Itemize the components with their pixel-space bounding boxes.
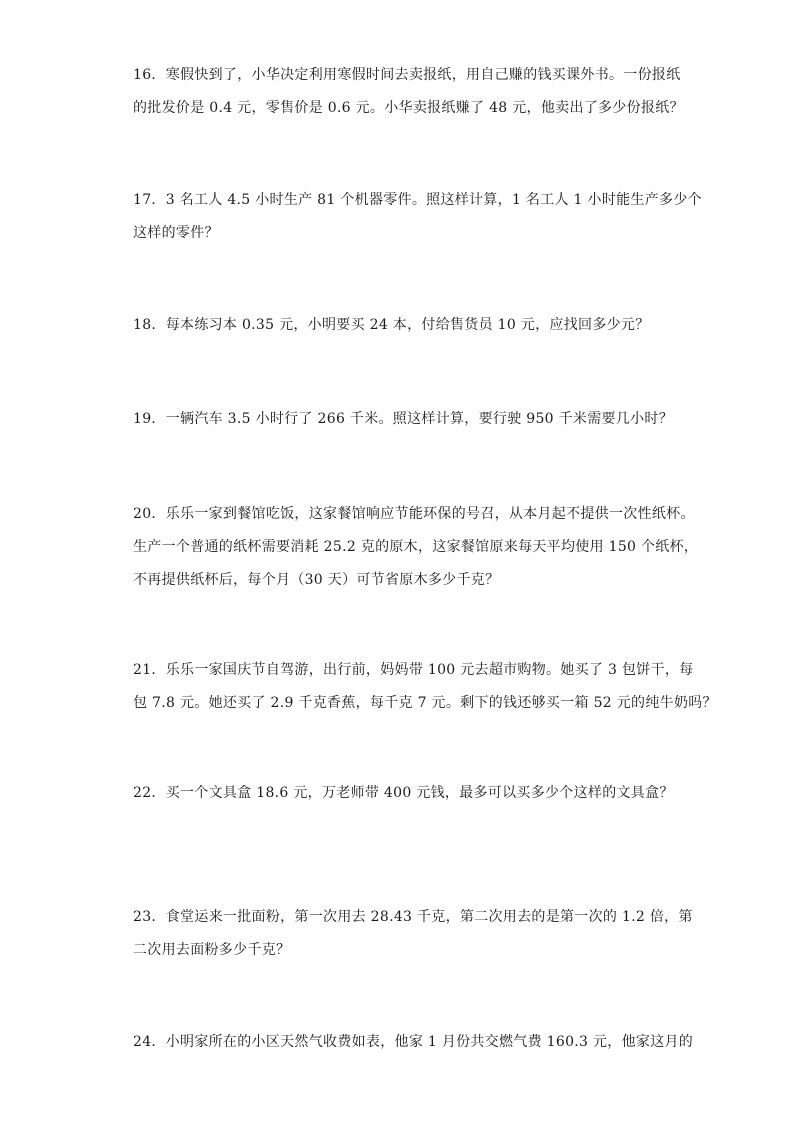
- problem-line: 19．一辆汽车 3.5 小时行了 266 千米。照这样计算，要行驶 950 千米需要几小时？: [133, 411, 674, 427]
- problem-line: 包 7.8 元。她还买了 2.9 千克香蕉，每千克 7 元。剩下的钱还够买一箱 52 元的纯牛奶吗？: [133, 695, 717, 711]
- problem-line: 生产一个普通的纸杯需要消耗 25.2 克的原木，这家餐馆原来每天平均使用 150 个纸杯，: [133, 539, 699, 555]
- problem-line: 21．乐乐一家国庆节自驾游，出行前，妈妈带 100 元去超市购物。她买了 3 包饼干，每: [133, 662, 694, 678]
- problem-line: 18．每本练习本 0.35 元，小明要买 24 本，付给售货员 10 元，应找回多少元？: [133, 317, 650, 333]
- problem-line: 二次用去面粉多少千克？: [133, 942, 291, 958]
- problem-line: 不再提供纸杯后，每个月（30 天）可节省原木多少千克？: [133, 572, 500, 588]
- problem-line: 20．乐乐一家到餐馆吃饭，这家餐馆响应节能环保的号召，从本月起不提供一次性纸杯。: [133, 506, 695, 522]
- problem-23: [133, 901, 693, 967]
- problem-18: [133, 309, 663, 342]
- problem-line: 22．买一个文具盒 18.6 元，万老师带 400 元钱，最多可以买多少个这样的文具盒？: [133, 785, 674, 801]
- problem-20: [133, 498, 699, 597]
- problem-19: [133, 403, 674, 436]
- problem-line: 的批发价是 0.4 元，零售价是 0.6 元。小华卖报纸赚了 48 元，他卖出了多少份报纸？: [133, 100, 684, 116]
- problem-17: [133, 184, 702, 250]
- problem-line: 24．小明家所在的小区天然气收费如表，他家 1 月份共交燃气费 160.3 元，他家这月的: [133, 1034, 694, 1050]
- problem-22: [133, 777, 674, 810]
- problem-line: 16．寒假快到了，小华决定利用寒假时间去卖报纸，用自己赚的钱买课外书。一份报纸: [133, 67, 681, 83]
- problem-16: [133, 59, 684, 125]
- problem-21: [133, 654, 717, 720]
- problem-line: 17．3 名工人 4.5 小时生产 81 个机器零件。照这样计算，1 名工人 1 小时能生产多少个: [133, 192, 702, 208]
- problem-line: 23．食堂运来一批面粉，第一次用去 28.43 千克，第二次用去的是第一次的 1.2 倍，第: [133, 909, 693, 925]
- problem-24: [133, 1026, 694, 1059]
- problem-line: 这样的零件？: [133, 225, 219, 241]
